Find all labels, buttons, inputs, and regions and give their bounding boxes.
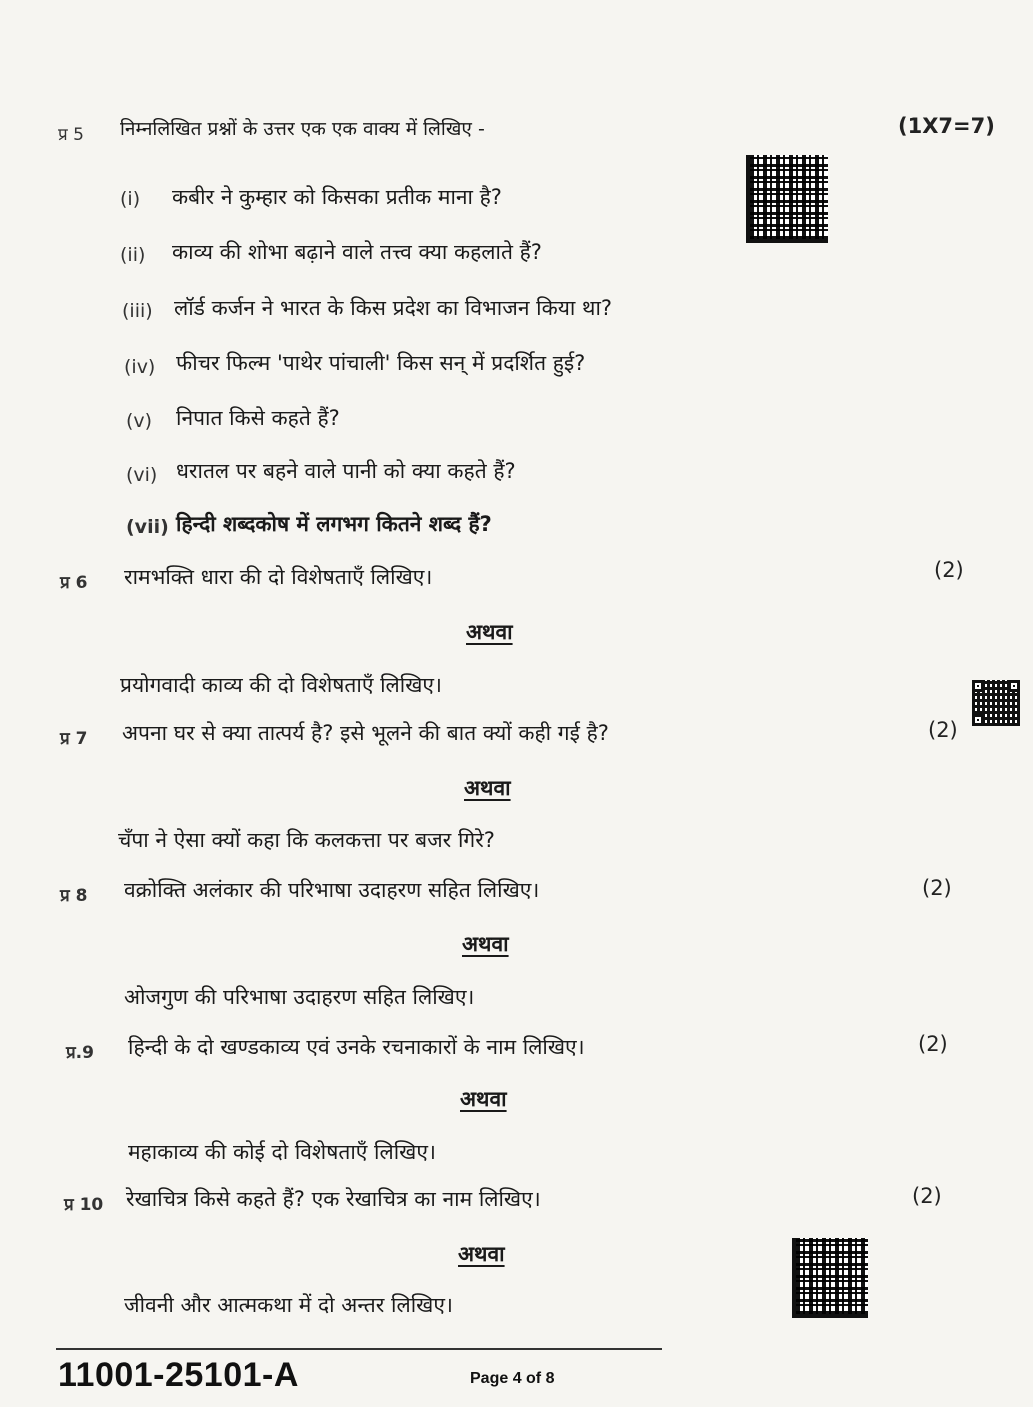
q5-item-4-text: फीचर फिल्म 'पाथेर पांचाली' किस सन् में प्रदर्शित हुई? [176, 351, 586, 375]
q5-item-5-number: (v) [126, 410, 153, 432]
q8-marks: (2) [922, 876, 952, 900]
q10-or-label: अथवा [458, 1242, 505, 1266]
q10-alternative-text: जीवनी और आत्मकथा में दो अन्तर लिखिए। [124, 1293, 453, 1317]
q5-item-4-number: (iv) [124, 356, 156, 378]
q5-item-3-text: लॉर्ड कर्जन ने भारत के किस प्रदेश का विभाजन किया था? [174, 296, 613, 320]
q7-text: अपना घर से क्या तात्पर्य है? इसे भूलने की बात क्यों कही गई है? [122, 721, 609, 745]
q8-or-label: अथवा [462, 932, 509, 956]
q9-text: हिन्दी के दो खण्डकाव्य एवं उनके रचनाकारों के नाम लिखिए। [128, 1035, 585, 1059]
q8-alternative-text: ओजगुण की परिभाषा उदाहरण सहित लिखिए। [124, 985, 475, 1009]
q8-number: प्र 8 [60, 886, 88, 906]
q5-item-1-number: (i) [120, 188, 141, 210]
q9-or-label: अथवा [460, 1087, 507, 1111]
q9-alternative-text: महाकाव्य की कोई दो विशेषताएँ लिखिए। [128, 1140, 436, 1164]
q6-or-label: अथवा [466, 620, 513, 644]
q6-alternative-text: प्रयोगवादी काव्य की दो विशेषताएँ लिखिए। [120, 673, 442, 697]
q5-item-6-number: (vi) [126, 464, 158, 486]
q6-marks: (2) [934, 558, 964, 582]
q10-number: प्र 10 [64, 1195, 104, 1215]
q5-item-1-text: कबीर ने कुम्हार को किसका प्रतीक माना है? [172, 185, 502, 209]
q5-item-2-number: (ii) [120, 244, 146, 266]
q5-item-5-text: निपात किसे कहते हैं? [176, 406, 340, 430]
datamatrix-code-bottom [792, 1238, 868, 1318]
page-number: Page 4 of 8 [470, 1370, 555, 1387]
q5-item-3-number: (iii) [122, 300, 153, 322]
q10-text: रेखाचित्र किसे कहते हैं? एक रेखाचित्र का नाम लिखिए। [126, 1187, 541, 1211]
paper-code: 11001-25101-A [58, 1356, 299, 1394]
q5-instruction: निम्नलिखित प्रश्नों के उत्तर एक एक वाक्य में लिखिए - [120, 118, 485, 140]
q9-number: प्र.9 [66, 1043, 94, 1063]
q5-marks: (1X7=7) [898, 114, 995, 138]
footer-rule [56, 1348, 662, 1350]
qr-code-small [972, 680, 1020, 726]
q6-text: रामभक्ति धारा की दो विशेषताएँ लिखिए। [124, 565, 433, 589]
q5-number: प्र 5 [58, 125, 84, 145]
q5-item-2-text: काव्य की शोभा बढ़ाने वाले तत्त्व क्या कहलाते हैं? [172, 240, 542, 264]
q7-marks: (2) [928, 718, 958, 742]
q5-item-7-text: हिन्दी शब्दकोष में लगभग कितने शब्द हैं? [176, 512, 492, 536]
q7-or-label: अथवा [464, 776, 511, 800]
q8-text: वक्रोक्ति अलंकार की परिभाषा उदाहरण सहित लिखिए। [124, 878, 540, 902]
q6-number: प्र 6 [60, 573, 88, 593]
q5-item-7-number: (vii) [126, 516, 169, 538]
q5-item-6-text: धरातल पर बहने वाले पानी को क्या कहते हैं? [176, 459, 516, 483]
q7-alternative-text: चँपा ने ऐसा क्यों कहा कि कलकत्ता पर बजर गिरे? [118, 828, 495, 852]
q7-number: प्र 7 [60, 729, 88, 749]
q10-marks: (2) [912, 1184, 942, 1208]
q9-marks: (2) [918, 1032, 948, 1056]
datamatrix-code-top [746, 155, 828, 243]
